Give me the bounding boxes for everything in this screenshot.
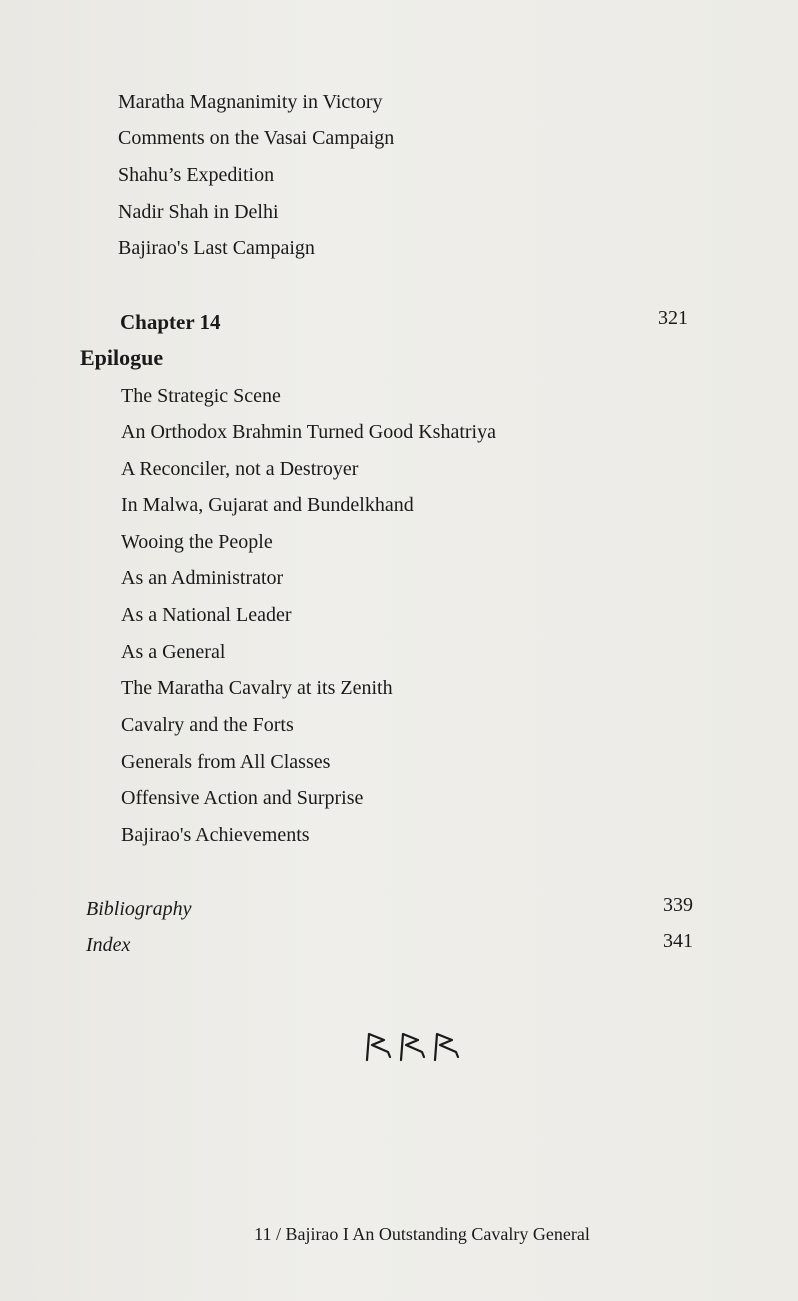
- toc-item: Bajirao's Last Campaign: [118, 237, 315, 259]
- toc-item: An Orthodox Brahmin Turned Good Kshatriya: [121, 421, 496, 443]
- index-page-number: 341: [663, 930, 693, 952]
- toc-item: The Maratha Cavalry at its Zenith: [121, 677, 393, 699]
- chapter-title: Epilogue: [80, 345, 164, 370]
- bibliography-label: Bibliography: [86, 898, 192, 920]
- toc-item: Comments on the Vasai Campaign: [118, 127, 395, 149]
- toc-item: In Malwa, Gujarat and Bundelkhand: [121, 494, 414, 516]
- triple-flag-ornament-icon: [364, 1030, 470, 1062]
- toc-item: Wooing the People: [121, 531, 273, 553]
- toc-item: As a National Leader: [121, 604, 292, 626]
- toc-item: A Reconciler, not a Destroyer: [121, 458, 359, 480]
- footer-text: 11 / Bajirao I An Outstanding Cavalry General: [254, 1224, 590, 1244]
- toc-item: Nadir Shah in Delhi: [118, 201, 279, 223]
- chapter-page-number: 321: [658, 307, 688, 329]
- index-label: Index: [86, 934, 131, 956]
- toc-item: As a General: [121, 641, 226, 663]
- chapter-label: Chapter 14: [120, 310, 221, 334]
- toc-item: The Strategic Scene: [121, 385, 281, 407]
- running-footer: [0, 1222, 798, 1246]
- toc-item: Cavalry and the Forts: [121, 714, 294, 736]
- toc-item: Maratha Magnanimity in Victory: [118, 91, 383, 113]
- toc-item: As an Administrator: [121, 567, 284, 589]
- toc-item: Generals from All Classes: [121, 751, 331, 773]
- toc-item: Bajirao's Achievements: [121, 824, 310, 846]
- bibliography-page-number: 339: [663, 894, 693, 916]
- toc-item: Offensive Action and Surprise: [121, 787, 364, 809]
- toc-item: Shahu’s Expedition: [118, 164, 275, 186]
